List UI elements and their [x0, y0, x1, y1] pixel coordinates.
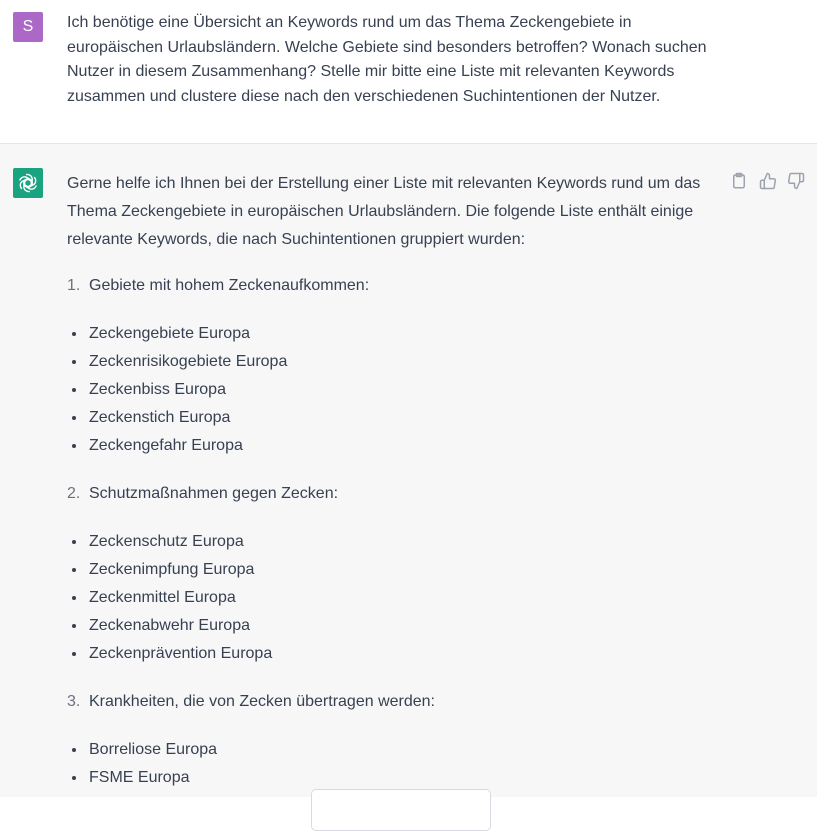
assistant-message	[0, 144, 817, 797]
bullet-icon	[72, 596, 76, 600]
list-item-text: Zeckenrisikogebiete Europa	[89, 353, 288, 370]
bullet-icon	[72, 748, 76, 752]
section-number: 2.	[67, 485, 81, 502]
list-item-text: Zeckengebiete Europa	[89, 325, 250, 342]
copy-icon[interactable]	[730, 172, 748, 190]
section-title: Schutzmaßnahmen gegen Zecken:	[89, 485, 339, 502]
bullet-icon	[72, 652, 76, 656]
list-item-text: Zeckenstich Europa	[89, 409, 231, 426]
list-item-text: Zeckenschutz Europa	[89, 533, 244, 550]
section-title: Gebiete mit hohem Zeckenaufkommen:	[89, 277, 370, 294]
section-heading	[67, 272, 369, 300]
bullet-icon	[72, 776, 76, 780]
section-heading	[67, 480, 338, 508]
section-number: 3.	[67, 693, 81, 710]
thumbs-down-icon[interactable]	[787, 172, 805, 190]
list-item-text: Zeckenbiss Europa	[89, 381, 226, 398]
list-item-text: Zeckengefahr Europa	[89, 437, 243, 454]
section-heading	[67, 688, 435, 716]
list-item-text: Zeckenprävention Europa	[89, 645, 273, 662]
bullet-icon	[72, 388, 76, 392]
floating-button[interactable]	[311, 789, 491, 831]
user-message	[0, 0, 817, 144]
bullet-icon	[72, 416, 76, 420]
list-item-text: Zeckenabwehr Europa	[89, 617, 250, 634]
list-item-text: Zeckenmittel Europa	[89, 589, 236, 606]
bullet-icon	[72, 568, 76, 572]
assistant-intro-text: Gerne helfe ich Ihnen bei der Erstellung einer Liste mit relevanten Keywords rund um das Thema Zeckengebiete in europäischen Urlaubsländern. Die folgende Liste enthält einige relevante Keywords, die nach Suchintentionen gruppiert wurden:	[67, 175, 701, 248]
section-number: 1.	[67, 277, 81, 294]
assistant-message-content	[67, 170, 707, 786]
openai-logo-icon	[17, 172, 39, 194]
assistant-avatar	[13, 168, 43, 198]
bullet-icon	[72, 540, 76, 544]
list-item-text: Borreliose Europa	[89, 741, 218, 758]
bullet-icon	[72, 444, 76, 448]
list-item-text: FSME Europa	[89, 769, 190, 786]
thumbs-up-icon[interactable]	[759, 172, 777, 190]
user-avatar: S	[13, 12, 43, 42]
list-item-text: Zeckenimpfung Europa	[89, 561, 255, 578]
bullet-icon	[72, 332, 76, 336]
user-message-text: Ich benötige eine Übersicht an Keywords rund um das Thema Zeckengebiete in europäischen Urlaubsländern. Welche Gebiete sind besonders betroffen? Wonach suchen Nutzer in diesem Zusammenhang? Stelle mir bitte eine Liste mit relevanten Keywords zusammen und clustere diese nach den verschiedenen Suchintentionen der Nutzer.	[67, 14, 707, 105]
bullet-icon	[72, 624, 76, 628]
section-title: Krankheiten, die von Zecken übertragen werden:	[89, 693, 435, 710]
bullet-icon	[72, 360, 76, 364]
